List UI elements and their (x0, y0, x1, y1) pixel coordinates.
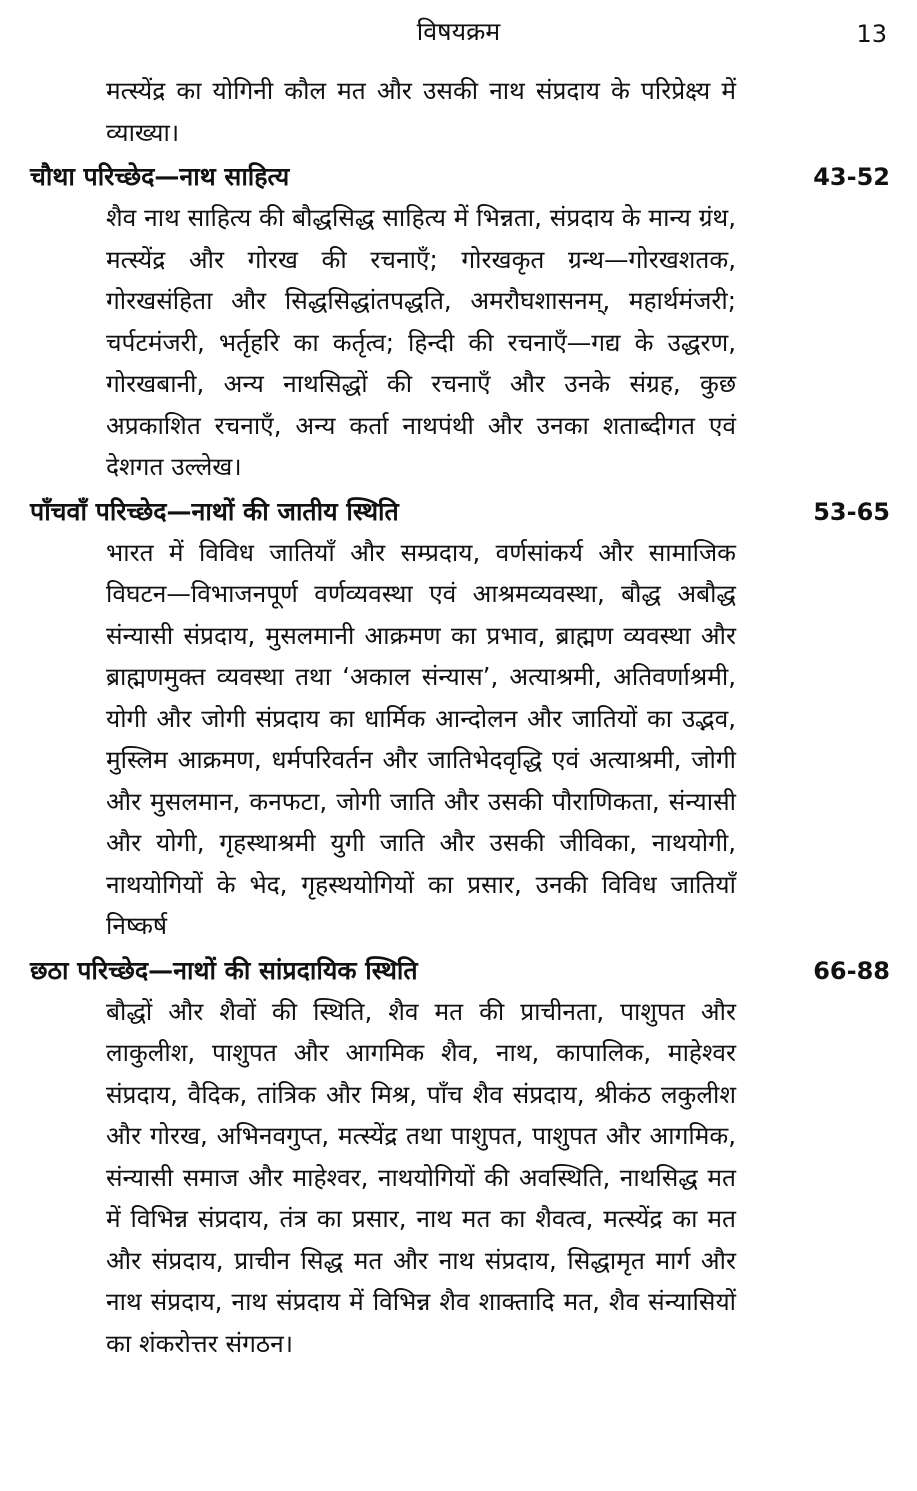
table-of-contents (30, 70, 890, 1364)
chapter-entry-4 (30, 157, 890, 488)
chapter-description: भारत में विविध जातियाँ और सम्प्रदाय, वर्णसांकर्य और सामाजिक विघटन—विभाजनपूर्ण वर्णव्यवस्था एवं आश्रमव्यवस्था, बौद्ध अबौद्ध संन्यासी संप्रदाय, मुसलमानी आक्रमण का प्रभाव, ब्राह्मण व्यवस्था और ब्राह्मणमुक्त व्यवस्था तथा ‘अकाल संन्यास’, अत्याश्रमी, अतिवर्णाश्रमी, योगी और जोगी संप्रदाय का धार्मिक आन्दोलन और जातियों का उद्भव, मुस्लिम आक्रमण, धर्मपरिवर्तन और जातिभेदवृद्धि एवं अत्याश्रमी, जोगी और मुसलमान, कनफटा, जोगी जाति और उसकी पौराणिकता, संन्यासी और योगी, गृहस्थाश्रमी युगी जाति और उसकी जीविका, नाथयोगी, नाथयोगियों के भेद, गृहस्थयोगियों का प्रसार, उनकी विविध जातियाँ निष्कर्ष (106, 537, 736, 940)
chapter-heading (30, 157, 890, 197)
chapter-title: चौथा परिच्छेद—नाथ साहित्य (30, 162, 290, 191)
chapter-heading (30, 492, 890, 532)
chapter-title: पाँचवाँ परिच्छेद—नाथों की जातीय स्थिति (30, 496, 399, 526)
chapter-description: बौद्धों और शैवों की स्थिति, शैव मत की प्राचीनता, पाशुपत और लाकुलीश, पाशुपत और आगमिक शैव, नाथ, कापालिक, माहेश्वर संप्रदाय, वैदिक, तांत्रिक और मिश्र, पाँच शैव संप्रदाय, श्रीकंठ लकुलीश और गोरख, अभिनवगुप्त, मत्स्येंद्र तथा पाशुपत, पाशुपत और आगमिक, संन्यासी समाज और माहेश्वर, नाथयोगियों की अवस्थिति, नाथसिद्ध मत में विभिन्न संप्रदाय, तंत्र का प्रसार, नाथ मत का शैवत्व, मत्स्येंद्र का मत और संप्रदाय, प्राचीन सिद्ध मत और नाथ संप्रदाय, सिद्धामृत मार्ग और नाथ संप्रदाय, नाथ संप्रदाय में विभिन्न शैव शाक्तादि मत, शैव संन्यासियों का शंकरोत्तर संगठन। (106, 996, 736, 1358)
page-number: 13 (856, 20, 887, 48)
continued-description: मत्स्येंद्र का योगिनी कौल मत और उसकी नाथ संप्रदाय के परिप्रेक्ष्य में व्याख्या। (106, 76, 736, 147)
chapter-entry-6 (30, 951, 890, 1365)
chapter-page-range: 43-52 (813, 163, 890, 191)
running-title: विषयक्रम (416, 17, 501, 46)
chapter-entry-5 (30, 492, 890, 947)
running-head (0, 14, 917, 54)
chapter-title: छठा परिच्छेद—नाथों की सांप्रदायिक स्थिति (30, 955, 418, 985)
chapter-page-range: 53-65 (813, 497, 890, 526)
chapter-description: शैव नाथ साहित्य की बौद्धसिद्ध साहित्य में भिन्नता, संप्रदाय के मान्य ग्रंथ, मत्स्येंद्र और गोरख की रचनाएँ; गोरखकृत ग्रन्थ—गोरखशतक, गोरखसंहिता और सिद्धसिद्धांतपद्धति, अमरौघशासनम्, महार्थमंजरी; चर्पटमंजरी, भर्तृहरि का कर्तृत्व; हिन्दी की रचनाएँ—गद्य के उद्धरण, गोरखबानी, अन्य नाथसिद्धों की रचनाएँ और उनके संग्रह, कुछ अप्रकाशित रचनाएँ, अन्य कर्ता नाथपंथी और उनका शताब्दीगत एवं देशगत उल्लेख। (106, 203, 736, 481)
chapter-page-range: 66-88 (813, 956, 890, 985)
chapter-heading (30, 951, 890, 991)
